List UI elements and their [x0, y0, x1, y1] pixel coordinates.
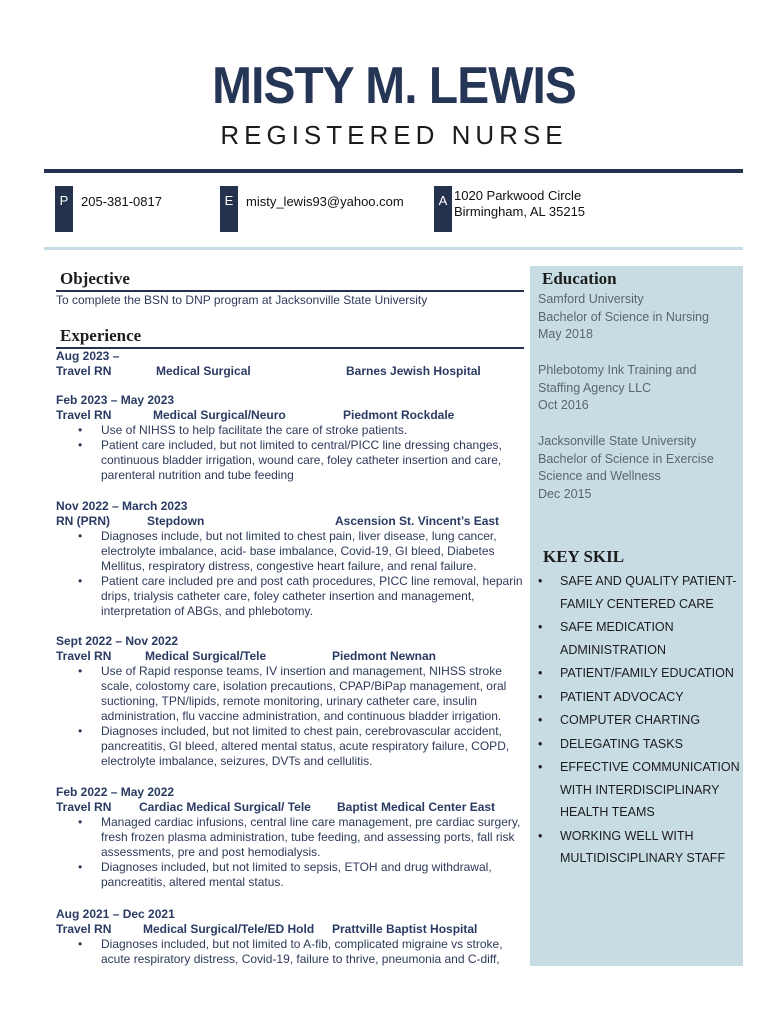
job-title-row [56, 514, 526, 529]
phone-value: 205-381-0817 [81, 194, 162, 209]
list-item: • WORKING WELL WITH MULTIDISCIPLINARY STAFF [538, 828, 726, 865]
job-employer: Baptist Medical Center East [337, 800, 496, 814]
objective-rule [56, 290, 524, 292]
job-role: Travel RN [56, 364, 112, 378]
job-bullets [56, 529, 526, 619]
education-date: Dec 2015 [538, 486, 592, 501]
education-school: Jacksonville State University [538, 434, 697, 448]
objective-heading: Objective [60, 269, 130, 288]
education-entry-1 [538, 291, 738, 344]
list-item: • Diagnoses included, but not limited to sepsis, ETOH and drug withdrawal, pancreatitis, altered mental status. [78, 860, 492, 889]
job-employer: Piedmont Rockdale [343, 408, 455, 422]
job-role: RN (PRN) [56, 514, 110, 528]
education-school: Samford University [538, 292, 644, 306]
list-item: • Diagnoses include, but not limited to chest pain, liver disease, lung cancer, electrolyte imbalance, acid- base imbalance, Covid-19, GI bleed, Diabetes Mellitus, respiratory distress, congestive heart failure, and renal failure. [78, 529, 497, 573]
job-role: Travel RN [56, 800, 112, 814]
job-employer: Ascension St. Vincent’s East [335, 514, 500, 528]
education-entry-2 [538, 362, 738, 415]
job-bullets [56, 664, 526, 769]
job-title-row [56, 922, 526, 937]
objective-text: To complete the BSN to DNP program at Jacksonville State University [56, 293, 428, 307]
job-date: Aug 2023 – [56, 349, 120, 363]
list-item: • PATIENT/FAMILY EDUCATION [538, 666, 734, 680]
job-title-row [56, 800, 526, 815]
education-degree: Bachelor of Science in Nursing [538, 309, 709, 324]
job-title-row [56, 649, 526, 664]
contact-address [434, 186, 614, 232]
job-entry-3 [56, 499, 526, 619]
job-employer: Piedmont Newnan [332, 649, 437, 663]
job-role: Travel RN [56, 922, 112, 936]
list-item: • COMPUTER CHARTING [538, 713, 701, 727]
education-degree: Bachelor of Science in Exercise [538, 451, 714, 466]
skills-list [538, 570, 746, 871]
list-item: • SAFE AND QUALITY PATIENT-FAMILY CENTERED CARE [538, 574, 737, 611]
job-unit: Stepdown [147, 514, 205, 528]
job-entry-6 [56, 907, 526, 967]
job-bullets [56, 937, 526, 967]
list-item: • Patient care included pre and post cath procedures, PICC line removal, heparin drips, trialysis catheter care, foley catheter insertion and management, interpretation of ABGs, and phlebotomy. [78, 574, 523, 618]
list-item: • Diagnoses included, but not limited to chest pain, cerebrovascular accident, pancreatitis, GI bleed, altered mental status, acute respiratory failure, COPD, electrolyte imbalance, seizures, DVTs and cellulitis. [78, 724, 510, 768]
list-item: • DELEGATING TASKS [538, 736, 683, 751]
job-employer: Barnes Jewish Hospital [346, 364, 481, 378]
phone-tag: P [55, 186, 73, 232]
list-item: • Managed cardiac infusions, central line care management, pre cardiac surgery, fresh frozen plasma administration, tube feeding, and assessing ports, fall risk assessments, pre and post hemodialysis. [78, 815, 521, 859]
job-entry-5 [56, 785, 526, 890]
list-item: • SAFE MEDICATION ADMINISTRATION [538, 620, 674, 657]
job-entry-1 [56, 349, 526, 379]
address-value [454, 188, 585, 220]
job-entry-4 [56, 634, 526, 769]
list-item: • EFFECTIVE COMMUNICATION WITH INTERDISCIPLINARY HEALTH TEAMS [538, 760, 740, 819]
education-heading: Education [542, 269, 617, 288]
list-item: • PATIENT ADVOCACY [538, 689, 684, 704]
list-item: • Use of Rapid response teams, IV insertion and management, NIHSS stroke scale, colostomy care, isolation precautions, CPAP/BiPap management, oral suctioning, TPN/lipids, remote monitoring, urinary catheter care, insulin administration, flu vaccine administration, and continuous bladder irrigation. [78, 664, 507, 723]
skills-heading: KEY SKIL [543, 547, 625, 566]
job-unit: Medical Surgical/Tele [145, 649, 267, 663]
header-divider [44, 169, 743, 173]
job-date: Feb 2022 – May 2022 [56, 785, 175, 799]
job-title-row [56, 364, 526, 379]
resume-name: MISTY M. LEWIS [212, 57, 576, 115]
job-employer: Prattville Baptist Hospital [332, 922, 478, 936]
job-bullets [56, 423, 526, 483]
resume-role: REGISTERED NURSE [220, 120, 568, 150]
experience-heading: Experience [60, 326, 142, 345]
list-item: • Patient care included, but not limited to central/PICC line dressing changes, continuous bladder irrigation, wound care, foley catheter insertion and care, parenteral nutrition and tube feeding [78, 438, 502, 482]
job-unit: Medical Surgical/Neuro [153, 408, 286, 422]
education-school-cont: Staffing Agency LLC [538, 380, 652, 395]
address-line-1: 1020 Parkwood Circle [454, 188, 582, 203]
address-tag: A [434, 186, 452, 232]
job-title-row [56, 408, 526, 423]
job-date: Sept 2022 – Nov 2022 [56, 634, 179, 648]
job-date: Feb 2023 – May 2023 [56, 393, 175, 407]
job-unit: Medical Surgical [156, 364, 251, 378]
job-role: Travel RN [56, 408, 112, 422]
job-unit: Medical Surgical/Tele/ED Hold [143, 922, 315, 936]
education-degree-cont: Science and Wellness [538, 469, 661, 483]
contact-email [220, 186, 420, 232]
education-school: Phlebotomy Ink Training and [538, 363, 697, 377]
contact-phone [55, 186, 215, 232]
job-unit: Cardiac Medical Surgical/ Tele [139, 800, 311, 814]
list-item: • Use of NIHSS to help facilitate the care of stroke patients. [78, 423, 408, 437]
list-item: • Diagnoses included, but not limited to A-fib, complicated migraine vs stroke, acute respiratory distress, Covid-19, failure to thrive, pneumonia and C-diff, [78, 937, 503, 966]
job-entry-2 [56, 393, 526, 483]
education-date: May 2018 [538, 327, 593, 341]
address-line-2: Birmingham, AL 35215 [454, 204, 586, 219]
job-date: Nov 2022 – March 2023 [56, 499, 188, 513]
email-value[interactable]: misty_lewis93@yahoo.com [246, 194, 404, 209]
contact-divider [44, 247, 743, 250]
job-role: Travel RN [56, 649, 112, 663]
education-entry-3 [538, 433, 738, 503]
job-date: Aug 2021 – Dec 2021 [56, 907, 175, 921]
education-date: Oct 2016 [538, 398, 589, 412]
email-tag: E [220, 186, 238, 232]
job-bullets [56, 815, 526, 890]
